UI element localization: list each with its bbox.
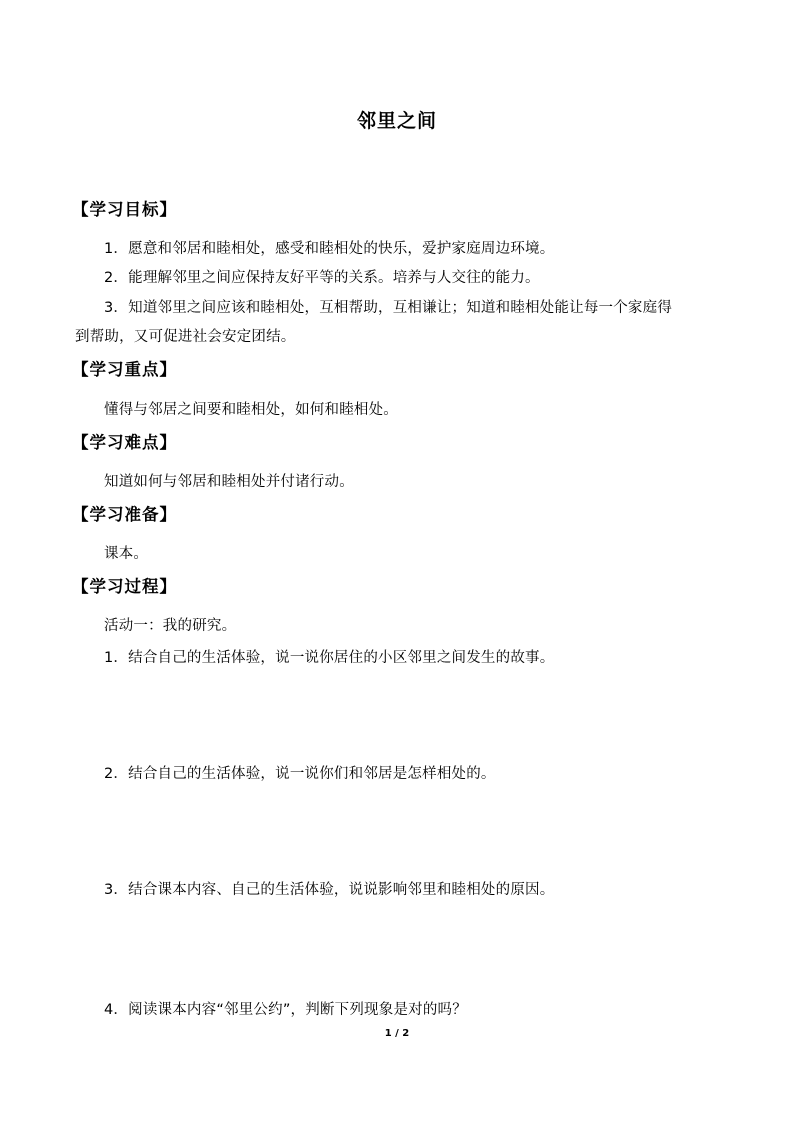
process-question-4: 4．阅读课本内容“邻里公约”，判断下列现象是对的吗？ [104,1002,467,1018]
key-points-text: 懂得与邻居之间要和睦相处，如何和睦相处。 [104,402,398,418]
objectives-heading: 【学习目标】 [72,200,177,219]
key-points-heading: 【学习重点】 [72,360,177,379]
page-number: 1 / 2 [384,1028,410,1039]
difficulties-heading: 【学习难点】 [72,433,177,452]
process-activity: 活动一：我的研究。 [104,618,237,634]
document-title: 邻里之间 [356,110,437,132]
objective-item-1: 1．愿意和邻居和睦相处，感受和睦相处的快乐，爱护家庭周边环境。 [104,241,555,257]
process-heading: 【学习过程】 [72,577,177,596]
objective-item-2: 2．能理解邻里之间应保持友好平等的关系。培养与人交往的能力。 [104,270,540,286]
objective-item-3-continuation: 到帮助，又可促进社会安定团结。 [75,329,296,345]
preparation-heading: 【学习准备】 [72,505,177,524]
preparation-text: 课本。 [104,546,149,562]
process-question-2: 2．结合自己的生活体验，说一说你们和邻居是怎样相处的。 [104,766,496,782]
process-question-1: 1．结合自己的生活体验，说一说你居住的小区邻里之间发生的故事。 [104,650,555,666]
difficulties-text: 知道如何与邻居和睦相处并付诸行动。 [104,474,354,490]
objective-item-3: 3．知道邻里之间应该和睦相处，互相帮助，互相谦让；知道和睦相处能让每一个家庭得 [104,300,673,316]
process-question-3: 3．结合课本内容、自己的生活体验，说说影响邻里和睦相处的原因。 [104,882,555,898]
